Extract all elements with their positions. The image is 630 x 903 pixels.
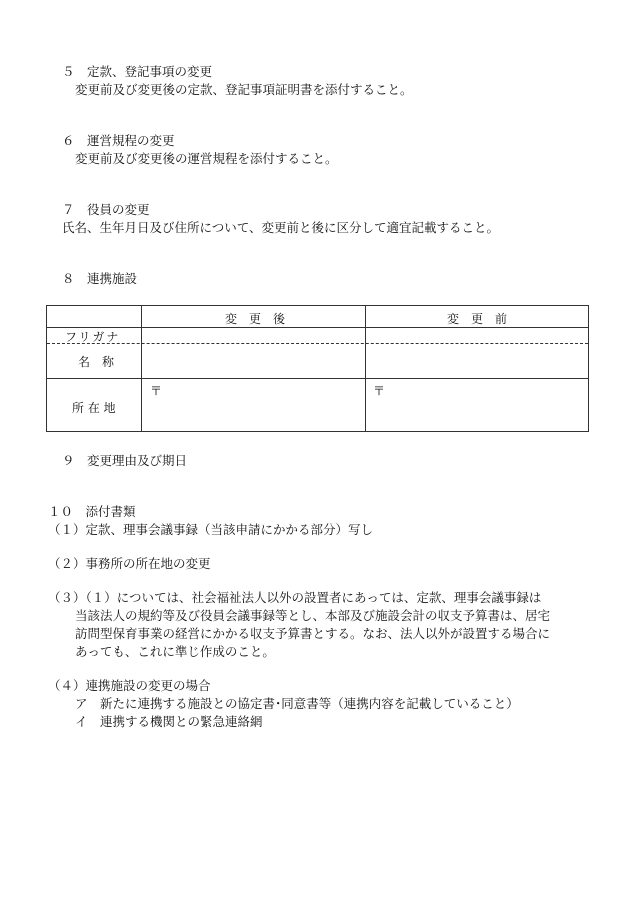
section-8-heading: ８ 連携施設 bbox=[62, 271, 138, 286]
table-col-divider-2 bbox=[365, 306, 366, 431]
section-10-heading: １０ 添付書類 bbox=[48, 504, 136, 519]
section-6-heading: ６ 運営規程の変更 bbox=[62, 133, 175, 148]
attachment-item-3-line-1: （３）（１）については、社会福祉法人以外の設置者にあっては、定款、理事会議事録は bbox=[48, 590, 542, 605]
attachment-item-3-line-4: あっても、これに準じ作成のこと。 bbox=[75, 644, 275, 659]
table-header-after: 変 更 後 bbox=[225, 312, 286, 326]
attachment-item-4-a: ア 新たに連携する施設との協定書･同意書等（連携内容を記載していること） bbox=[75, 696, 519, 711]
table-header-before: 変 更 前 bbox=[447, 312, 508, 326]
attachment-item-1: （１）定款、理事会議事録（当該申請にかかる部分）写し bbox=[48, 522, 374, 537]
table-label-address: 所 在 地 bbox=[72, 401, 116, 415]
section-7-heading: ７ 役員の変更 bbox=[62, 202, 150, 217]
section-9-heading: ９ 変更理由及び期日 bbox=[62, 453, 188, 468]
attachment-item-3-line-2: 当該法人の規約等及び役員会議事録等とし、本部及び施設会計の収支予算書は、居宅 bbox=[75, 608, 551, 623]
table-col-divider-1 bbox=[141, 306, 142, 431]
postal-mark-after: 〒 bbox=[150, 384, 163, 398]
attachment-item-2: （２）事務所の所在地の変更 bbox=[48, 556, 211, 571]
section-5-body: 変更前及び変更後の定款、登記事項証明書を添付すること。 bbox=[75, 82, 413, 97]
section-5-heading: ５ 定款、登記事項の変更 bbox=[62, 64, 213, 79]
table-row-divider-furigana bbox=[47, 343, 588, 344]
attachment-item-4: （４）連携施設の変更の場合 bbox=[48, 678, 211, 693]
facility-table bbox=[46, 305, 589, 432]
table-row-divider-name bbox=[47, 378, 588, 379]
postal-mark-before: 〒 bbox=[373, 384, 386, 398]
attachment-item-3-line-3: 訪問型保育事業の経営にかかる収支予算書とする。なお、法人以外が設置する場合に bbox=[75, 626, 551, 641]
table-label-furigana: フリガナ bbox=[65, 330, 121, 344]
attachment-item-4-i: イ 連携する機関との緊急連絡網 bbox=[75, 714, 263, 729]
section-6-body: 変更前及び変更後の運営規程を添付すること。 bbox=[75, 151, 338, 166]
section-7-body: 氏名、生年月日及び住所について、変更前と後に区分して適宜記載すること。 bbox=[62, 220, 500, 235]
table-label-name: 名 称 bbox=[78, 355, 115, 369]
table-row-divider-header bbox=[47, 327, 588, 328]
